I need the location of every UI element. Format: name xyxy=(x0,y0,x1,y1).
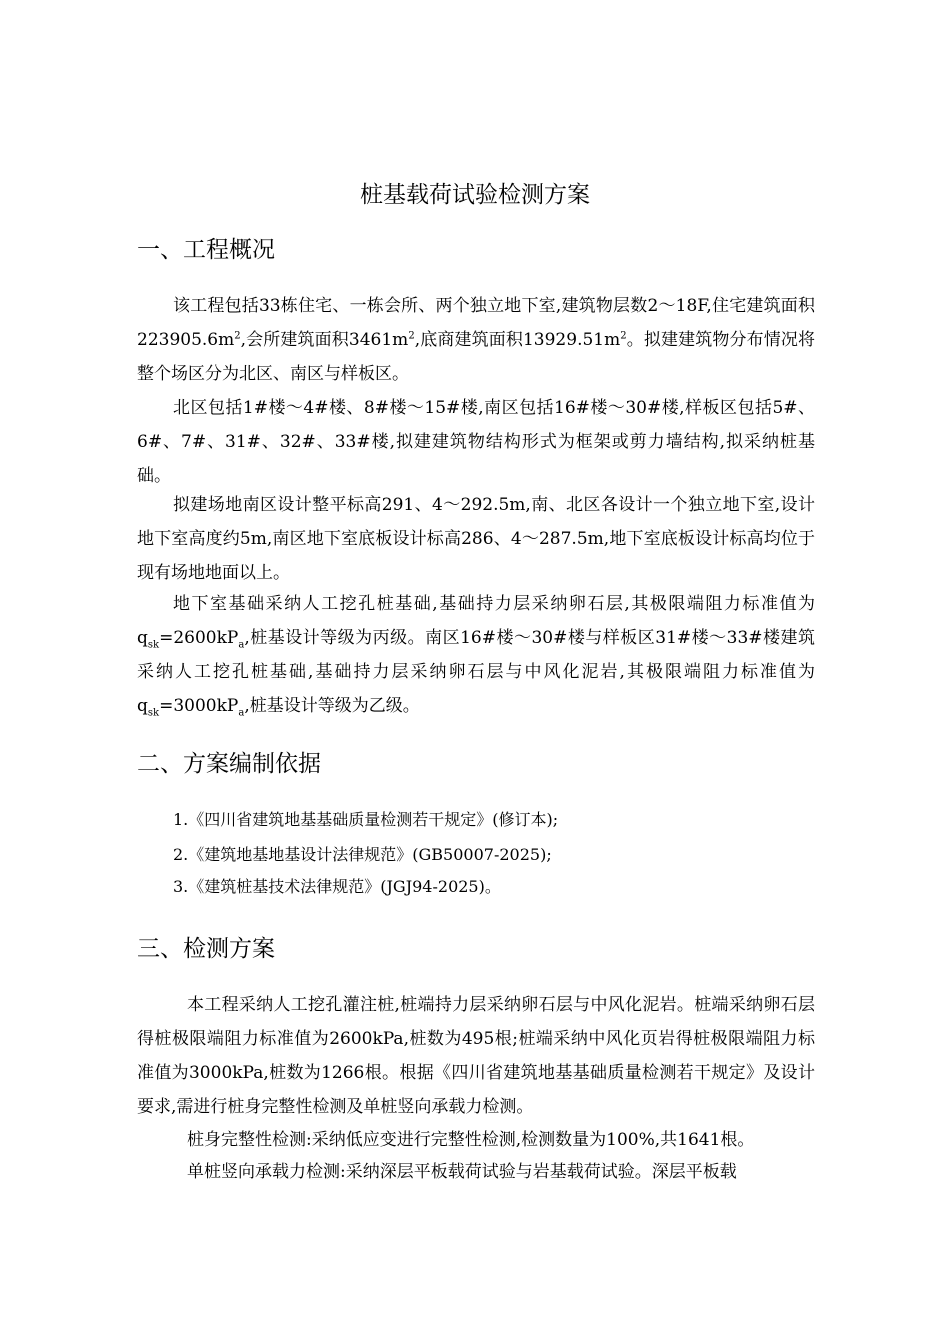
section3-paragraph-1: 本工程采纳人工挖孔灌注桩,桩端持力层采纳卵石层与中风化泥岩。桩端采纳卵石层得桩极限端阻力标准值为2600kPa,桩数为495根;桩端采纳中风化页岩得桩极限端阻力标准值为3000kPa,桩数为1266根。根据《四川省建筑地基基础质量检测若干规定》及设计要求,需进行桩身完整性检测及单桩竖向承载力检测。 xyxy=(137,995,815,1117)
reference-item: 3.《建筑桩基技术法律规范》(JGJ94-2025)。 xyxy=(173,877,501,896)
section1-paragraph-4 xyxy=(137,587,815,723)
section1-heading: 一、工程概况 xyxy=(137,237,275,263)
superscript: 2 xyxy=(408,330,415,342)
superscript: 2 xyxy=(234,330,241,342)
section2-heading: 二、方案编制依据 xyxy=(137,751,321,777)
text-run: ,桩基设计等级为丙级。南区16#楼～30#楼与样板区31#楼～33#楼建筑采纳人工挖孔桩基础,基础持力层采纳卵石层与中风化泥岩,其极限端阻力标准值为q xyxy=(137,628,815,716)
text-run: ,底商建筑面积13929.51m xyxy=(414,330,621,350)
section1-paragraph-1 xyxy=(137,289,815,391)
section3-paragraph-3: 单桩竖向承载力检测:采纳深层平板载荷试验与岩基载荷试验。深层平板载 xyxy=(187,1162,737,1182)
text-run: =2600kP xyxy=(159,628,239,648)
section1-paragraph-3: 拟建场地南区设计整平标高291、4～292.5m,南、北区各设计一个独立地下室,设计地下室高度约5m,南区地下室底板设计标高286、4～287.5m,地下室底板设计标高均位于现有场地地面以上。 xyxy=(137,495,815,583)
section1-paragraph-2: 北区包括1#楼～4#楼、8#楼～15#楼,南区包括16#楼～30#楼,样板区包括5#、6#、7#、31#、32#、33#楼,拟建建筑物结构形式为框架或剪力墙结构,拟采纳桩基础。 xyxy=(137,398,815,486)
reference-item: 1.《四川省建筑地基基础质量检测若干规定》(修订本); xyxy=(173,810,559,829)
subscript: a xyxy=(238,639,245,651)
text-run: =3000kP xyxy=(159,696,239,716)
subscript: sk xyxy=(147,707,160,719)
reference-item: 2.《建筑地基地基设计法律规范》(GB50007-2025); xyxy=(173,845,552,864)
section3-paragraph-2: 桩身完整性检测:采纳低应变进行完整性检测,检测数量为100%,共1641根。 xyxy=(187,1130,755,1150)
section3-heading: 三、检测方案 xyxy=(137,936,275,962)
text-run: 地下室基础采纳人工挖孔桩基础,基础持力层采纳卵石层,其极限端阻力标准值为q xyxy=(137,594,815,648)
subscript: sk xyxy=(147,639,160,651)
text-run: ,桩基设计等级为乙级。 xyxy=(244,696,420,716)
text-run: 该工程包括33栋住宅、一栋会所、两个独立地下室,建筑物层数2～18F,住宅建筑面积223905.6m xyxy=(137,296,815,350)
text-run: ,会所建筑面积3461m xyxy=(240,330,409,350)
superscript: 2 xyxy=(620,330,627,342)
document-title: 桩基载荷试验检测方案 xyxy=(360,182,590,208)
subscript: a xyxy=(238,707,245,719)
text-run: 。拟建建筑物分布情况将整个场区分为北区、南区与样板区。 xyxy=(137,330,816,384)
